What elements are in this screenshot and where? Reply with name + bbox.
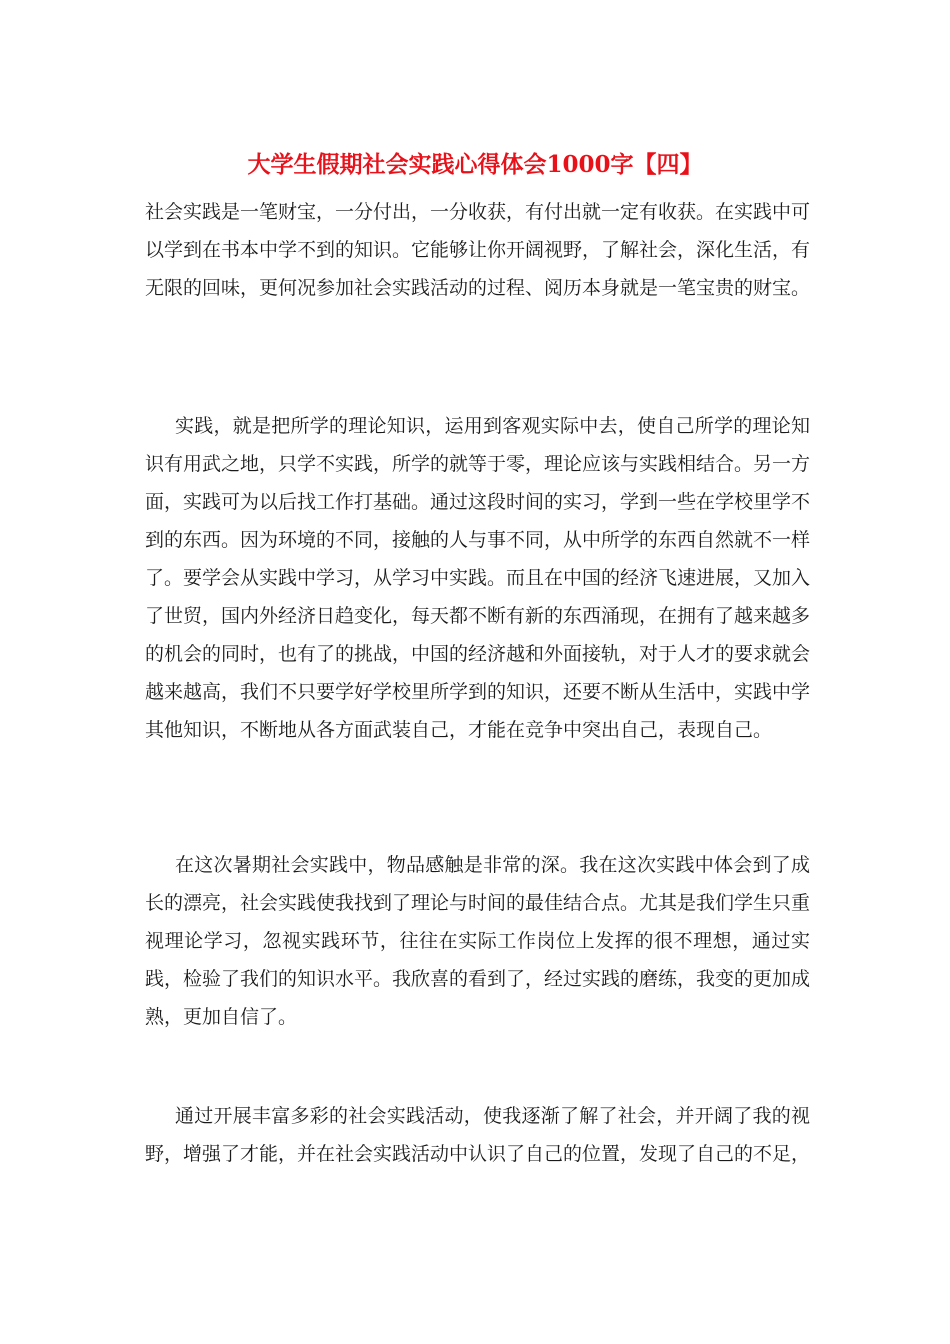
paragraph-4: 通过开展丰富多彩的社会实践活动，使我逐渐了解了社会，并开阔了我的视野，增强了才能，并在社会实践活动中认识了自己的位置，发现了自己的不足，: [145, 1105, 811, 1165]
document-title: 大学生假期社会实践心得体会1000字【四】: [247, 151, 703, 178]
paragraph-2: 实践，就是把所学的理论知识，运用到客观实际中去，使自己所学的理论知识有用武之地，只学不实践，所学的就等于零，理论应该与实践相结合。另一方面，实践可为以后找工作打基础。通过这段时间的实习，学到一些在学校里学不到的东西。因为环境的不同，接触的人与事不同，从中所学的东西自然就不一样了。要学会从实践中学习，从学习中实践。而且在中国的经济飞速进展，又加入了世贸，国内外经济日趋变化，每天都不断有新的东西涌现，在拥有了越来越多的机会的同时，也有了的挑战，中国的经济越和外面接轨，对于人才的要求就会越来越高，我们不只要学好学校里所学到的知识，还要不断从生活中，实践中学其他知识，不断地从各方面武装自己，才能在竞争中突出自己，表现自己。: [145, 415, 811, 741]
paragraph-3: 在这次暑期社会实践中，物品感触是非常的深。我在这次实践中体会到了成长的漂亮，社会实践使我找到了理论与时间的最佳结合点。尤其是我们学生只重视理论学习，忽视实践环节，往往在实际工作岗位上发挥的很不理想，通过实践，检验了我们的知识水平。我欣喜的看到了，经过实践的磨练，我变的更加成熟，更加自信了。: [145, 854, 811, 1028]
paragraph-1: 社会实践是一笔财宝，一分付出，一分收获，有付出就一定有收获。在实践中可以学到在书本中学不到的知识。它能够让你开阔视野，了解社会，深化生活，有无限的回味，更何况参加社会实践活动的过程、阅历本身就是一笔宝贵的财宝。: [145, 201, 811, 299]
